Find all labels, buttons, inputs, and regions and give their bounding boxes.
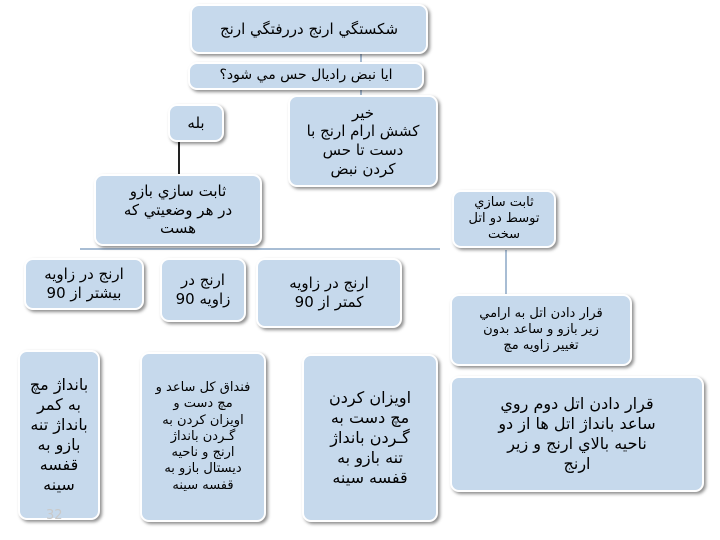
hang-under-90-node: اويزان كردن مچ دست به گـردن بانداژ تنه بازو به قفسه سينه — [302, 354, 438, 522]
bandage-over-90-node: بانداژ مچ به كمر بانداژ تنه بازو به قفسه سينه — [18, 350, 100, 520]
yes-node: بله — [168, 104, 224, 142]
no-node: خير كشش ارام ارنج با دست تا حس كردن نبض — [288, 95, 438, 187]
connector — [178, 140, 180, 176]
connector — [80, 248, 180, 250]
angle-90-node: ارنج در زاويه 90 — [160, 258, 246, 322]
second-splint-node: قرار دادن اتل دوم روي ساعد بانداژ اتل ها از دو ناحيه بالاي ارنج و زير ارنج — [450, 376, 704, 492]
angle-over-90-node: ارنج در زاويه بيشتر از 90 — [24, 258, 144, 310]
question-node: ايا نبض راديال حس مي شود؟ — [188, 62, 424, 90]
splint-placement-node: قرار دادن اتل به ارامي زير بازو و ساعد بدون تغيير زاويه مچ — [450, 294, 632, 366]
fix-arm-node: ثابت سازي بازو در هر وضعيتي كه هست — [94, 174, 262, 246]
angle-under-90-node: ارنج در زاويه كمتر از 90 — [256, 258, 402, 328]
root-node: شكستگي ارنج دررفتگي ارنج — [190, 4, 428, 54]
connector — [505, 250, 507, 294]
sling-90-node: فنداق كل ساعد و مچ دست و اويزان كردن به گـردن بانداژ ارنج و ناحيه ديستال بازو به قفسه سينه — [140, 352, 266, 522]
page-number: 32 — [46, 508, 63, 523]
fix-splint-node: ثابت سازي توسط دو اتل سخت — [452, 190, 556, 248]
connector — [180, 248, 440, 250]
